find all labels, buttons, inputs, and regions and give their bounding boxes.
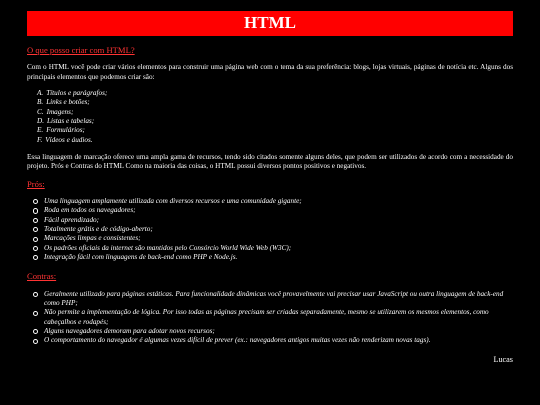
cons-section bbox=[27, 271, 513, 345]
list-marker: C. bbox=[37, 107, 44, 116]
list-item bbox=[33, 290, 513, 309]
list-item bbox=[37, 136, 513, 145]
circle-bullet-icon bbox=[33, 255, 38, 260]
circle-bullet-icon bbox=[33, 246, 38, 251]
intro-heading: O que posso criar com HTML? bbox=[27, 45, 135, 55]
page-title-banner bbox=[27, 11, 513, 36]
cons-heading: Contras: bbox=[27, 271, 57, 282]
list-item bbox=[33, 253, 513, 262]
circle-bullet-icon bbox=[33, 311, 38, 316]
list-item bbox=[33, 308, 513, 327]
list-marker: A. bbox=[37, 88, 44, 97]
intro-section bbox=[27, 45, 513, 172]
list-item-text: Integração fácil com linguagens de back-end como PHP e Node.js. bbox=[44, 253, 238, 262]
list-item bbox=[37, 98, 513, 107]
list-item bbox=[37, 89, 513, 98]
list-item bbox=[33, 225, 513, 234]
list-item bbox=[37, 117, 513, 126]
circle-bullet-icon bbox=[33, 218, 38, 223]
list-item-text: Formulários; bbox=[46, 126, 85, 135]
author-signature: Lucas bbox=[493, 354, 513, 364]
list-item bbox=[33, 244, 513, 253]
intro-paragraph: Com o HTML você pode criar vários elementos para construir uma página web com o tema da sua preferência: blogs, lojas virtuais, páginas de notícia etc. Alguns dos principais elementos que podemos criar são: bbox=[27, 63, 513, 81]
list-item-text: Vídeos e áudios. bbox=[45, 135, 93, 144]
list-item-text: Fácil aprendizado; bbox=[44, 215, 100, 224]
cons-list bbox=[27, 290, 513, 346]
list-item bbox=[33, 197, 513, 206]
list-marker: D. bbox=[37, 116, 44, 125]
list-item-text: Títulos e parágrafos; bbox=[46, 88, 108, 97]
pros-heading: Prós: bbox=[27, 178, 45, 189]
list-item-text: O comportamento do navegador é algumas vezes difícil de prever (ex.: navegadores antigos muitas vezes não renderizam novas tags). bbox=[44, 336, 431, 345]
list-marker: F. bbox=[37, 135, 43, 144]
list-item-text: Os padrões oficiais da internet são mantidos pelo Consórcio World Wide Web (W3C); bbox=[44, 243, 292, 252]
list-item bbox=[33, 216, 513, 225]
circle-bullet-icon bbox=[33, 227, 38, 232]
list-item bbox=[37, 108, 513, 117]
list-item bbox=[33, 336, 513, 345]
circle-bullet-icon bbox=[33, 339, 38, 344]
list-item-text: Totalmente grátis e de código-aberto; bbox=[44, 225, 153, 234]
circle-bullet-icon bbox=[33, 199, 38, 204]
circle-bullet-icon bbox=[33, 329, 38, 334]
circle-bullet-icon bbox=[33, 208, 38, 213]
list-item-text: Roda em todos os navegadores; bbox=[44, 206, 136, 215]
page-title: HTML bbox=[244, 13, 296, 33]
list-item-text: Imagens; bbox=[46, 107, 74, 116]
elements-list bbox=[27, 89, 513, 145]
list-item-text: Geralmente utilizado para páginas estáticas. Para funcionalidade dinâmicas você provavelmente vai precisar usar JavaScript ou outra linguagem de back-end como PHP; bbox=[44, 289, 504, 307]
list-item-text: Alguns navegadores demoram para adotar novos recursos; bbox=[44, 327, 215, 336]
summary-paragraph: Essa linguagem de marcação oferece uma ampla gama de recursos, tendo sido citados somente alguns deles, que podem ser utilizados de acordo com a necessidade do projeto. Prós e Contras do HTML Como na maioria das coisas, o HTML possui diversos pontos positivos e negativos. bbox=[27, 153, 513, 171]
list-item-text: Não permite a implementação de lógica. Por isso todas as páginas precisam ser criadas separadamente, mesmo se utilizarem os mesmos elementos, como cabeçalhos e rodapés; bbox=[44, 308, 489, 326]
circle-bullet-icon bbox=[33, 292, 38, 297]
list-item-text: Links e botões; bbox=[46, 98, 90, 107]
list-item-text: Uma linguagem amplamente utilizada com diversos recursos e uma comunidade gigante; bbox=[44, 196, 302, 205]
list-item bbox=[33, 234, 513, 243]
list-item-text: Listas e tabelas; bbox=[47, 116, 95, 125]
list-item bbox=[33, 327, 513, 336]
list-item-text: Marcações limpas e consistentes; bbox=[44, 234, 141, 243]
list-marker: B. bbox=[37, 98, 44, 107]
list-item bbox=[37, 126, 513, 135]
list-marker: E. bbox=[37, 126, 44, 135]
circle-bullet-icon bbox=[33, 237, 38, 242]
list-item bbox=[33, 206, 513, 215]
pros-list bbox=[27, 197, 513, 263]
pros-section bbox=[27, 179, 513, 263]
